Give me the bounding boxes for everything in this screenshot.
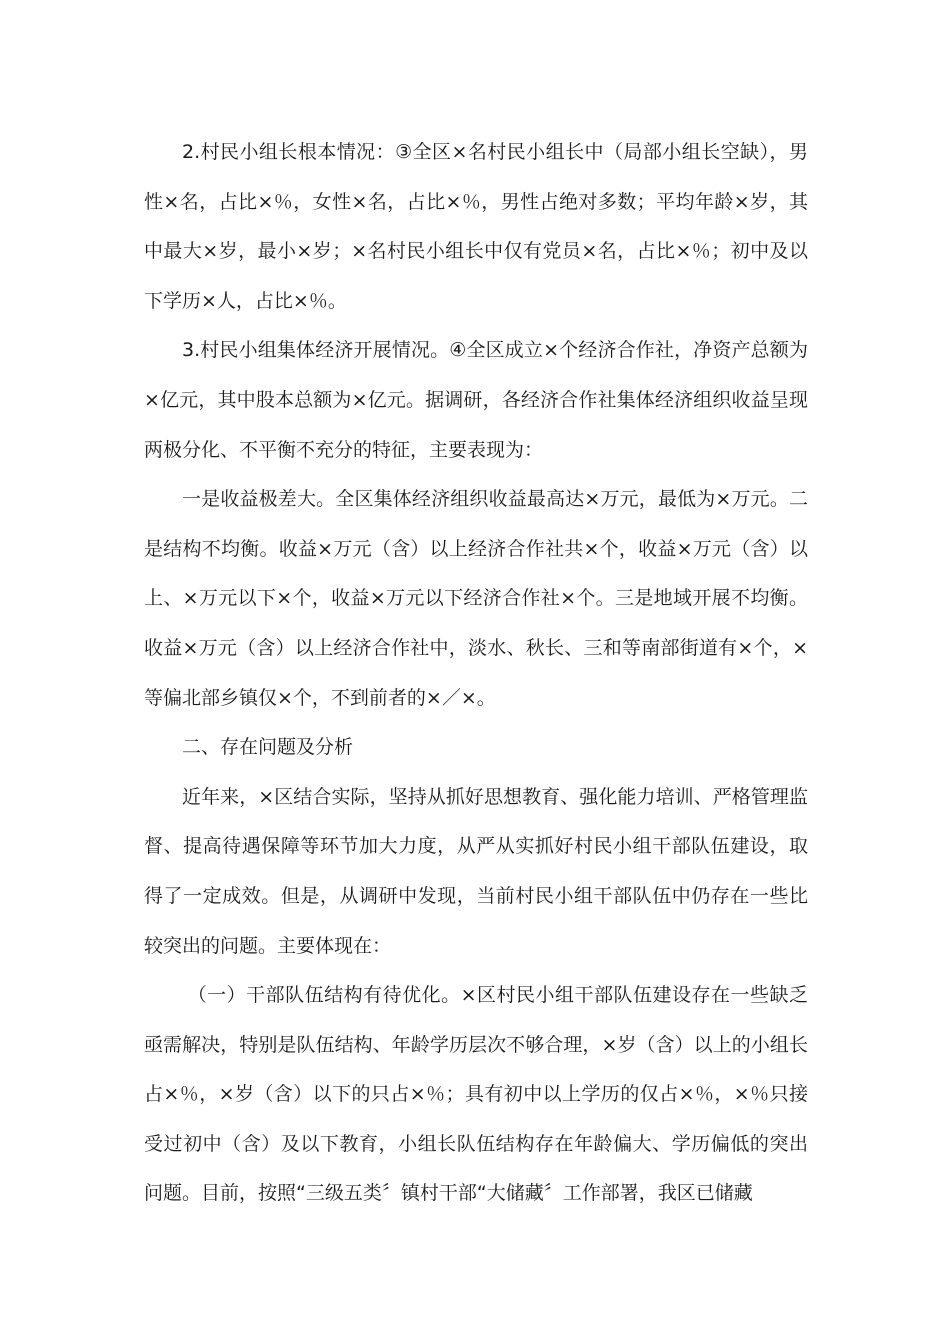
section-heading-problems: 二、存在问题及分析 (182, 736, 354, 759)
paragraph-team-structure: （一）干部队伍结构有待优化。×区村民小组干部队伍建设存在一些缺乏亟需解决，特别是队伍结构、年龄学历层次不够合理，×岁（含）以上的小组长占×％，×岁（含）以下的只占×％；具有初中以上学历的仅占×％，×％只接受过初中（含）及以下教育，小组长队伍结构存在年龄偏大、学历偏低的突出问题。目前，按照“三级五类〞镇村干部“大储藏〞工作部署，我区已储藏 (144, 984, 808, 1205)
paragraph-village-leader-status: 2.村民小组长根本情况：③全区×名村民小组长中（局部小组长空缺），男性×名，占比×％，女性×名，占比×％，男性占绝对多数；平均年龄×岁，其中最大×岁，最小×岁；×名村民小组长中仅有党员×名，占比×％；初中及以下学历×人，占比×％。 (144, 141, 808, 312)
paragraph-recent-years: 近年来，×区结合实际，坚持从抓好思想教育、强化能力培训、严格管理监督、提高待遇保障等环节加大力度，从严从实抓好村民小组干部队伍建设，取得了一定成效。但是，从调研中发现，当前村民小组干部队伍中仍存在一些比较突出的问题。主要体现在： (144, 785, 808, 957)
paragraph-collective-economy: 3.村民小组集体经济开展情况。④全区成立×个经济合作社，净资产总额为×亿元，其中股本总额为×亿元。据调研，各经济合作社集体经济组织收益呈现两极分化、不平衡不充分的特征，主要表现为： (144, 339, 808, 461)
document-body (144, 128, 808, 1219)
paragraph-income-disparity: 一是收益极差大。全区集体经济组织收益最高达×万元，最低为×万元。二是结构不均衡。收益×万元（含）以上经济合作社共×个，收益×万元（含）以上、×万元以下×个，收益×万元以下经济合作社×个。三是地域开展不均衡。收益×万元（含）以上经济合作社中，淡水、秋长、三和等南部街道有×个，×等偏北部乡镇仅×个，不到前者的×／×。 (144, 488, 808, 709)
